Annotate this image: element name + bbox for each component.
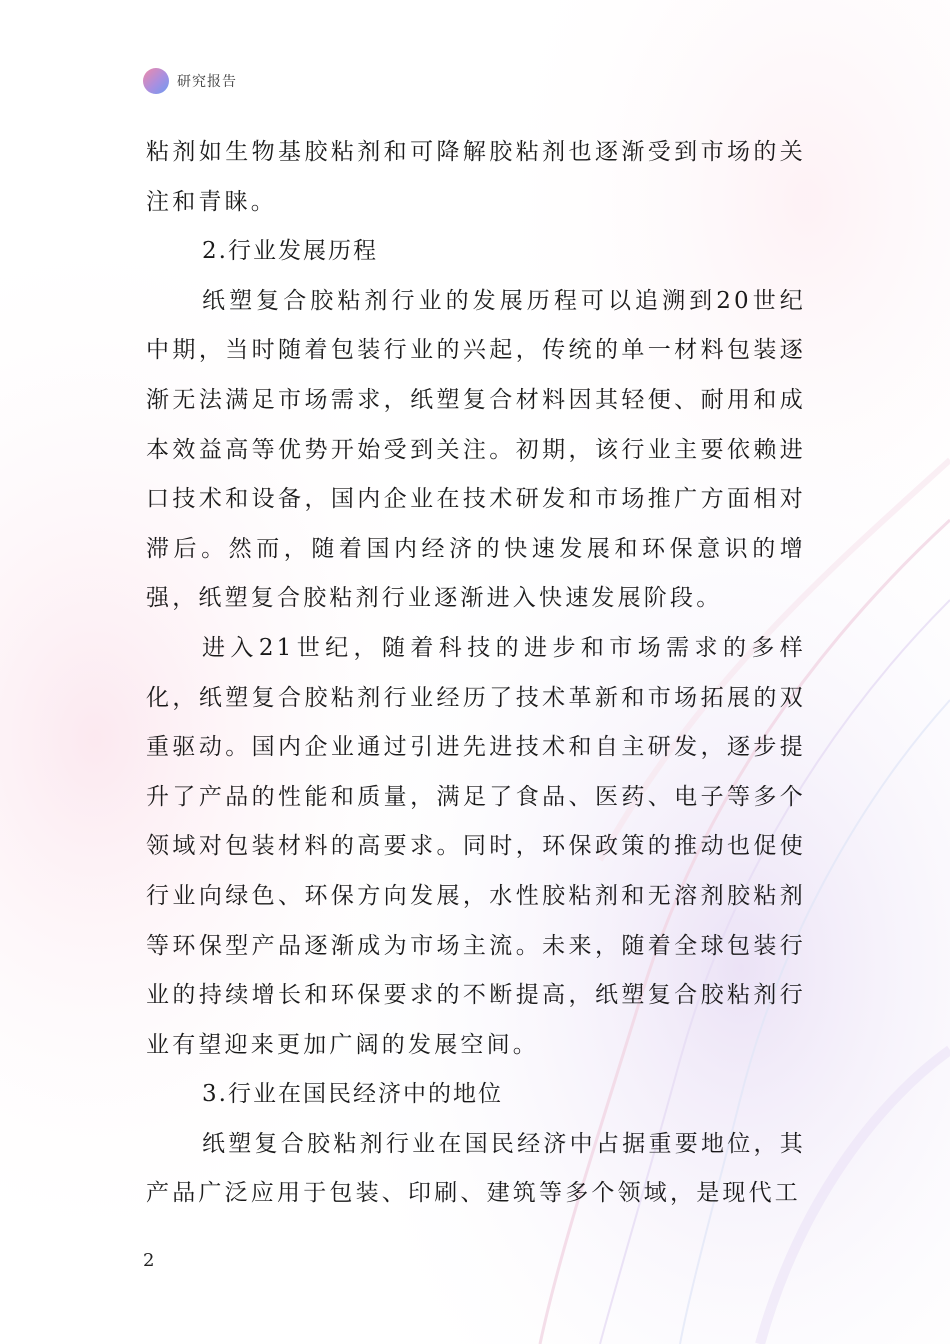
paragraph-history-early: 纸塑复合胶粘剂行业的发展历程可以追溯到20世纪中期，当时随着包装行业的兴起，传统的单一材料包装逐渐无法满足市场需求，纸塑复合材料因其轻便、耐用和成本效益高等优势开始受到关注。初期，该行业主要依赖进口技术和设备，国内企业在技术研发和市场推广方面相对滞后。然而，随着国内经济的快速发展和环保意识的增强，纸塑复合胶粘剂行业逐渐进入快速发展阶段。 bbox=[146, 287, 806, 612]
report-header bbox=[143, 66, 237, 96]
header-title: 研究报告 bbox=[177, 74, 237, 90]
paragraph-continuation: 粘剂如生物基胶粘剂和可降解胶粘剂也逐渐受到市场的关注和青睐。 bbox=[146, 139, 806, 215]
page-number: 2 bbox=[143, 1250, 155, 1271]
paragraph-history-21st-century: 进入21世纪，随着科技的进步和市场需求的多样化，纸塑复合胶粘剂行业经历了技术革新和市场拓展的双重驱动。国内企业通过引进先进技术和自主研发，逐步提升了产品的性能和质量，满足了食品、医药、电子等多个领域对包装材料的高要求。同时，环保政策的推动也促使行业向绿色、环保方向发展，水性胶粘剂和无溶剂胶粘剂等环保型产品逐渐成为市场主流。未来，随着全球包装行业的持续增长和环保要求的不断提高，纸塑复合胶粘剂行业有望迎来更加广阔的发展空间。 bbox=[146, 634, 806, 1058]
logo-icon bbox=[143, 68, 169, 94]
paragraph-economic-status: 纸塑复合胶粘剂行业在国民经济中占据重要地位，其产品广泛应用于包装、印刷、建筑等多个领域，是现代工 bbox=[146, 1130, 806, 1207]
document-body bbox=[146, 128, 806, 1219]
section-heading-economic-status: 3.行业在国民经济中的地位 bbox=[202, 1081, 503, 1108]
section-heading-development-history: 2.行业发展历程 bbox=[202, 238, 378, 265]
